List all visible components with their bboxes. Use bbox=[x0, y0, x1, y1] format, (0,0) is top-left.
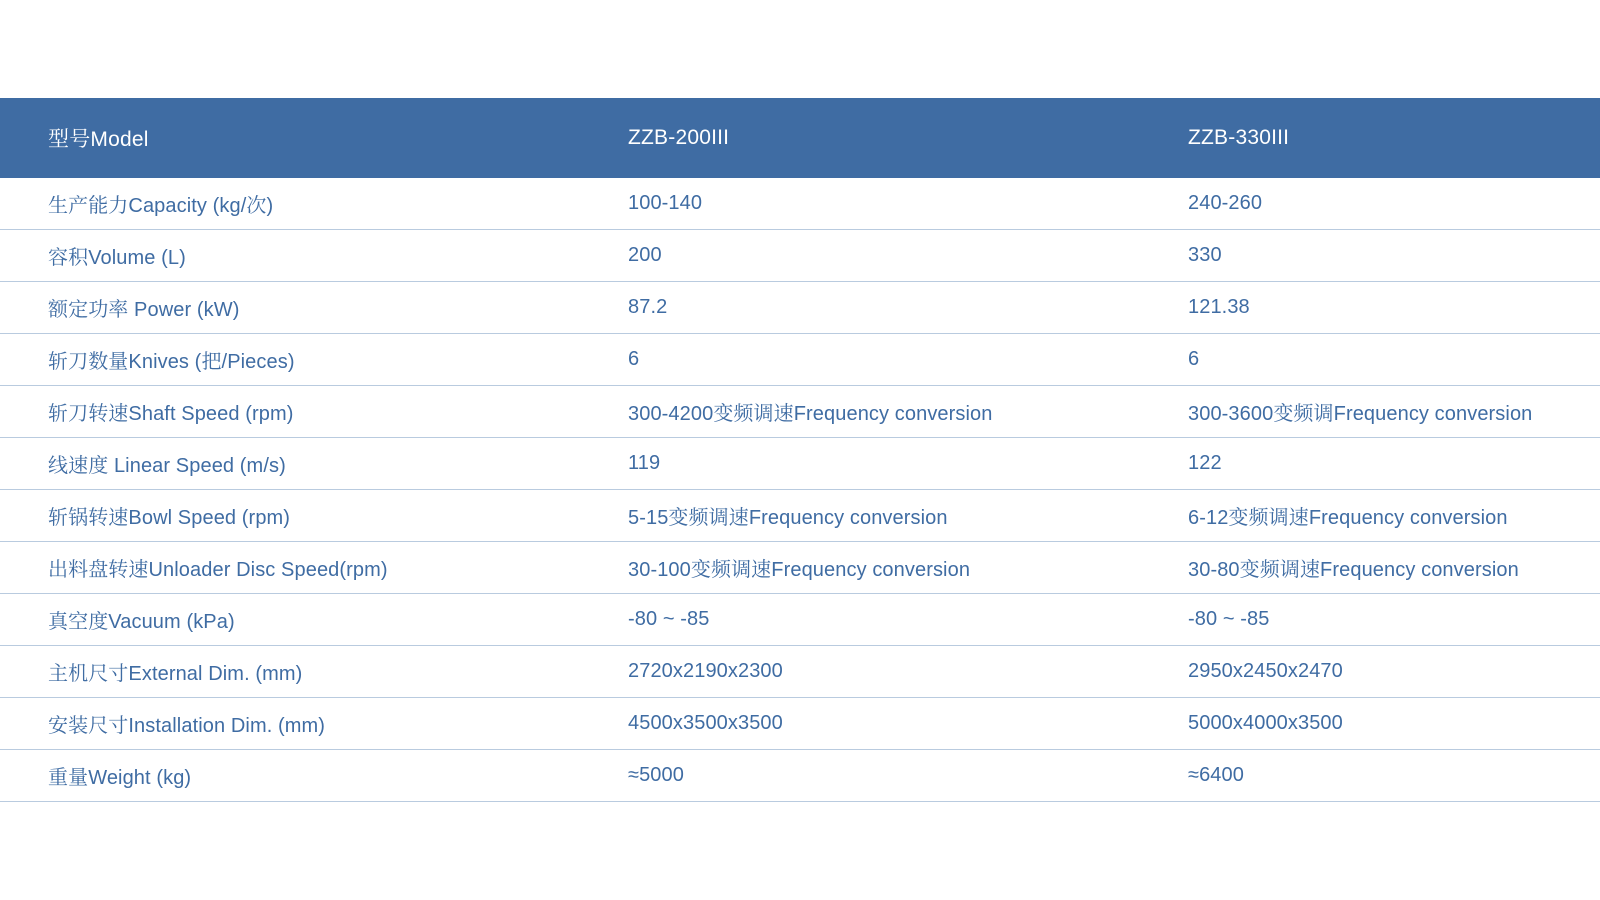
table-row bbox=[0, 282, 1600, 334]
cell-model-330: 6 bbox=[1140, 334, 1600, 386]
cell-model-330: 2950x2450x2470 bbox=[1140, 646, 1600, 698]
table-row bbox=[0, 334, 1600, 386]
table-header bbox=[0, 98, 1600, 178]
row-label: 安装尺寸Installation Dim. (mm) bbox=[0, 698, 580, 750]
cell-model-200: 5-15变频调速Frequency conversion bbox=[580, 490, 1140, 542]
cell-model-330: 6-12变频调速Frequency conversion bbox=[1140, 490, 1600, 542]
table-row bbox=[0, 646, 1600, 698]
cell-model-330: 300-3600变频调Frequency conversion bbox=[1140, 386, 1600, 438]
table-body bbox=[0, 178, 1600, 802]
row-label: 斩刀转速Shaft Speed (rpm) bbox=[0, 386, 580, 438]
cell-model-200: ≈5000 bbox=[580, 750, 1140, 802]
cell-model-330: 240-260 bbox=[1140, 178, 1600, 230]
row-label: 线速度 Linear Speed (m/s) bbox=[0, 438, 580, 490]
cell-model-330: 122 bbox=[1140, 438, 1600, 490]
cell-model-330: 30-80变频调速Frequency conversion bbox=[1140, 542, 1600, 594]
row-label: 斩锅转速Bowl Speed (rpm) bbox=[0, 490, 580, 542]
table-row bbox=[0, 438, 1600, 490]
specifications-table bbox=[0, 98, 1600, 802]
specifications-table-container bbox=[0, 98, 1600, 802]
table-row bbox=[0, 230, 1600, 282]
row-label: 生产能力Capacity (kg/次) bbox=[0, 178, 580, 230]
column-header-model: 型号Model bbox=[48, 128, 149, 151]
cell-model-330: ≈6400 bbox=[1140, 750, 1600, 802]
cell-model-200: 100-140 bbox=[580, 178, 1140, 230]
column-header-zzb-330iii: ZZB-330III bbox=[1188, 126, 1290, 149]
cell-model-330: 5000x4000x3500 bbox=[1140, 698, 1600, 750]
column-header-zzb-200iii: ZZB-200III bbox=[628, 126, 730, 149]
cell-model-200: 30-100变频调速Frequency conversion bbox=[580, 542, 1140, 594]
table-row bbox=[0, 594, 1600, 646]
row-label: 出料盘转速Unloader Disc Speed(rpm) bbox=[0, 542, 580, 594]
table-row bbox=[0, 750, 1600, 802]
row-label: 额定功率 Power (kW) bbox=[0, 282, 580, 334]
cell-model-200: 87.2 bbox=[580, 282, 1140, 334]
cell-model-330: 121.38 bbox=[1140, 282, 1600, 334]
cell-model-200: 4500x3500x3500 bbox=[580, 698, 1140, 750]
table-row bbox=[0, 542, 1600, 594]
cell-model-200: 6 bbox=[580, 334, 1140, 386]
row-label: 斩刀数量Knives (把/Pieces) bbox=[0, 334, 580, 386]
cell-model-200: 200 bbox=[580, 230, 1140, 282]
cell-model-200: 300-4200变频调速Frequency conversion bbox=[580, 386, 1140, 438]
table-row bbox=[0, 698, 1600, 750]
row-label: 容积Volume (L) bbox=[0, 230, 580, 282]
table-header-row bbox=[0, 98, 1600, 178]
cell-model-200: 2720x2190x2300 bbox=[580, 646, 1140, 698]
row-label: 主机尺寸External Dim. (mm) bbox=[0, 646, 580, 698]
row-label: 真空度Vacuum (kPa) bbox=[0, 594, 580, 646]
cell-model-200: 119 bbox=[580, 438, 1140, 490]
table-row bbox=[0, 490, 1600, 542]
table-row bbox=[0, 386, 1600, 438]
table-row bbox=[0, 178, 1600, 230]
cell-model-330: 330 bbox=[1140, 230, 1600, 282]
row-label: 重量Weight (kg) bbox=[0, 750, 580, 802]
cell-model-330: -80 ~ -85 bbox=[1140, 594, 1600, 646]
cell-model-200: -80 ~ -85 bbox=[580, 594, 1140, 646]
